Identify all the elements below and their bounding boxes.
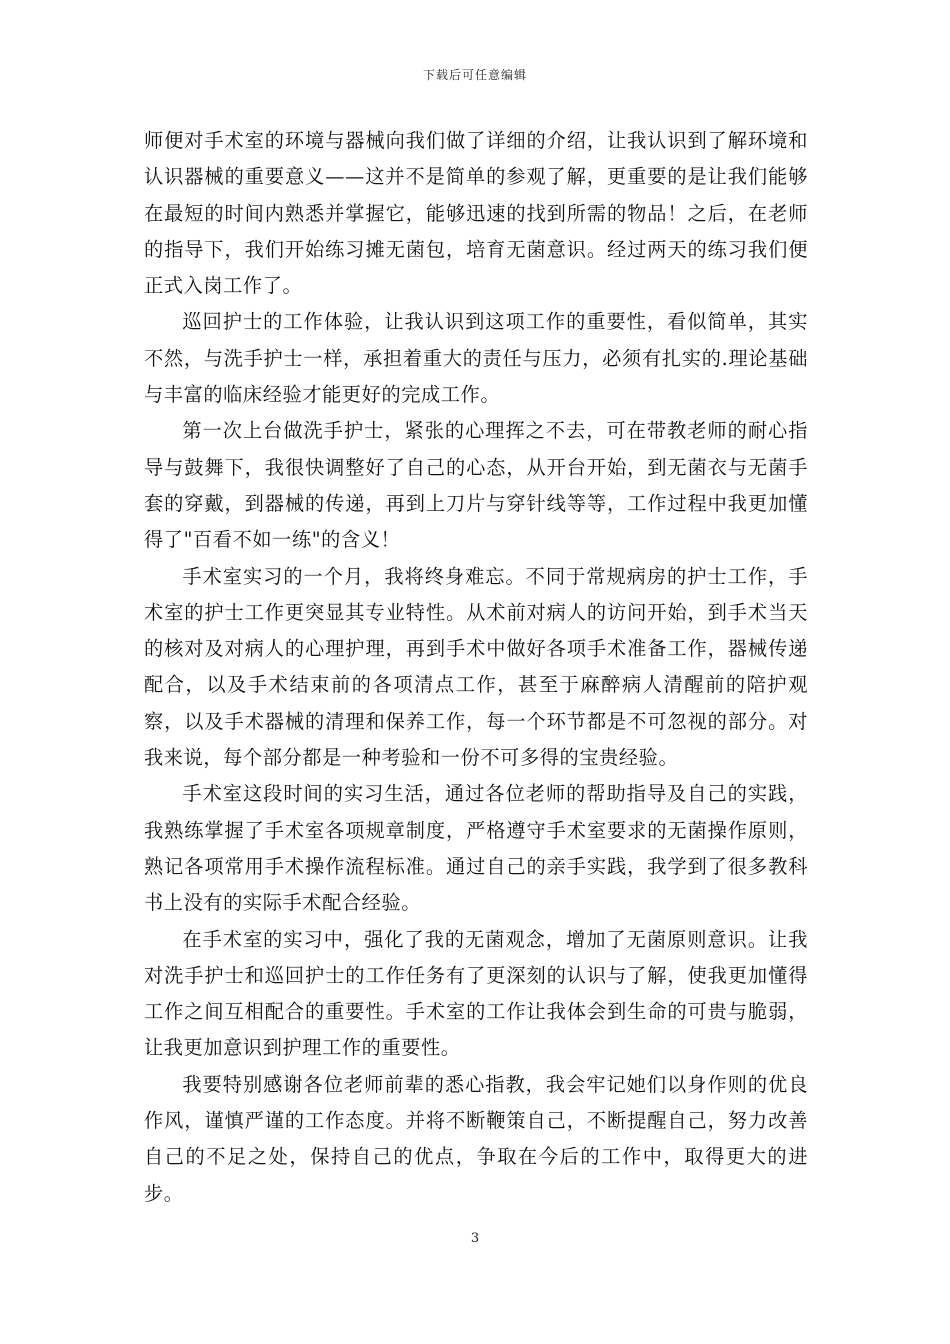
paragraph-1: 师便对手术室的环境与器械向我们做了详细的介绍，让我认识到了解环境和认识器械的重要意义——这并不是简单的参观了解，更重要的是让我们能够在最短的时间内熟悉并掌握它，能够迅速的找到所需的物品！之后，在老师的指导下，我们开始练习摊无菌包，培育无菌意识。经过两天的练习我们便正式入岗工作了。 xyxy=(144,129,808,298)
document-body xyxy=(144,123,808,1212)
page-header: 下载后可任意编辑 xyxy=(422,68,527,82)
page-number: 3 xyxy=(470,1231,480,1246)
paragraph-7: 我要特别感谢各位老师前辈的悉心指教，我会牢记她们以身作则的优良作风，谨慎严谨的工作态度。并将不断鞭策自己，不断提醒自己，努力改善自己的不足之处，保持自己的优点，争取在今后的工作中，取得更大的进步。 xyxy=(144,1072,808,1205)
paragraph-4: 手术室实习的一个月，我将终身难忘。不同于常规病房的护士工作，手术室的护士工作更突显其专业特性。从术前对病人的访问开始，到手术当天的核对及对病人的心理护理，再到手术中做好各项手术准备工作，器械传递配合，以及手术结束前的各项清点工作，甚至于麻醉病人清醒前的陪护观察，以及手术器械的清理和保养工作，每一个环节都是不可忽视的部分。对我来说，每个部分都是一种考验和一份不可多得的宝贵经验。 xyxy=(144,564,808,770)
paragraph-5: 手术室这段时间的实习生活，通过各位老师的帮助指导及自己的实践，我熟练掌握了手术室各项规章制度，严格遵守手术室要求的无菌操作原则，熟记各项常用手术操作流程标准。通过自己的亲手实践，我学到了很多教科书上没有的实际手术配合经验。 xyxy=(144,782,808,915)
paragraph-3: 第一次上台做洗手护士，紧张的心理挥之不去，可在带教老师的耐心指导与鼓舞下，我很快调整好了自己的心态，从开台开始，到无菌衣与无菌手套的穿戴，到器械的传递，再到上刀片与穿针线等等，工作过程中我更加懂得了"百看不如一练"的含义！ xyxy=(144,419,808,552)
paragraph-6: 在手术室的实习中，强化了我的无菌观念，增加了无菌原则意识。让我对洗手护士和巡回护士的工作任务有了更深刻的认识与了解，使我更加懂得工作之间互相配合的重要性。手术室的工作让我体会到生命的可贵与脆弱，让我更加意识到护理工作的重要性。 xyxy=(144,927,808,1060)
paragraph-2: 巡回护士的工作体验，让我认识到这项工作的重要性，看似简单，其实不然，与洗手护士一样，承担着重大的责任与压力，必须有扎实的.理论基础与丰富的临床经验才能更好的完成工作。 xyxy=(144,310,808,407)
